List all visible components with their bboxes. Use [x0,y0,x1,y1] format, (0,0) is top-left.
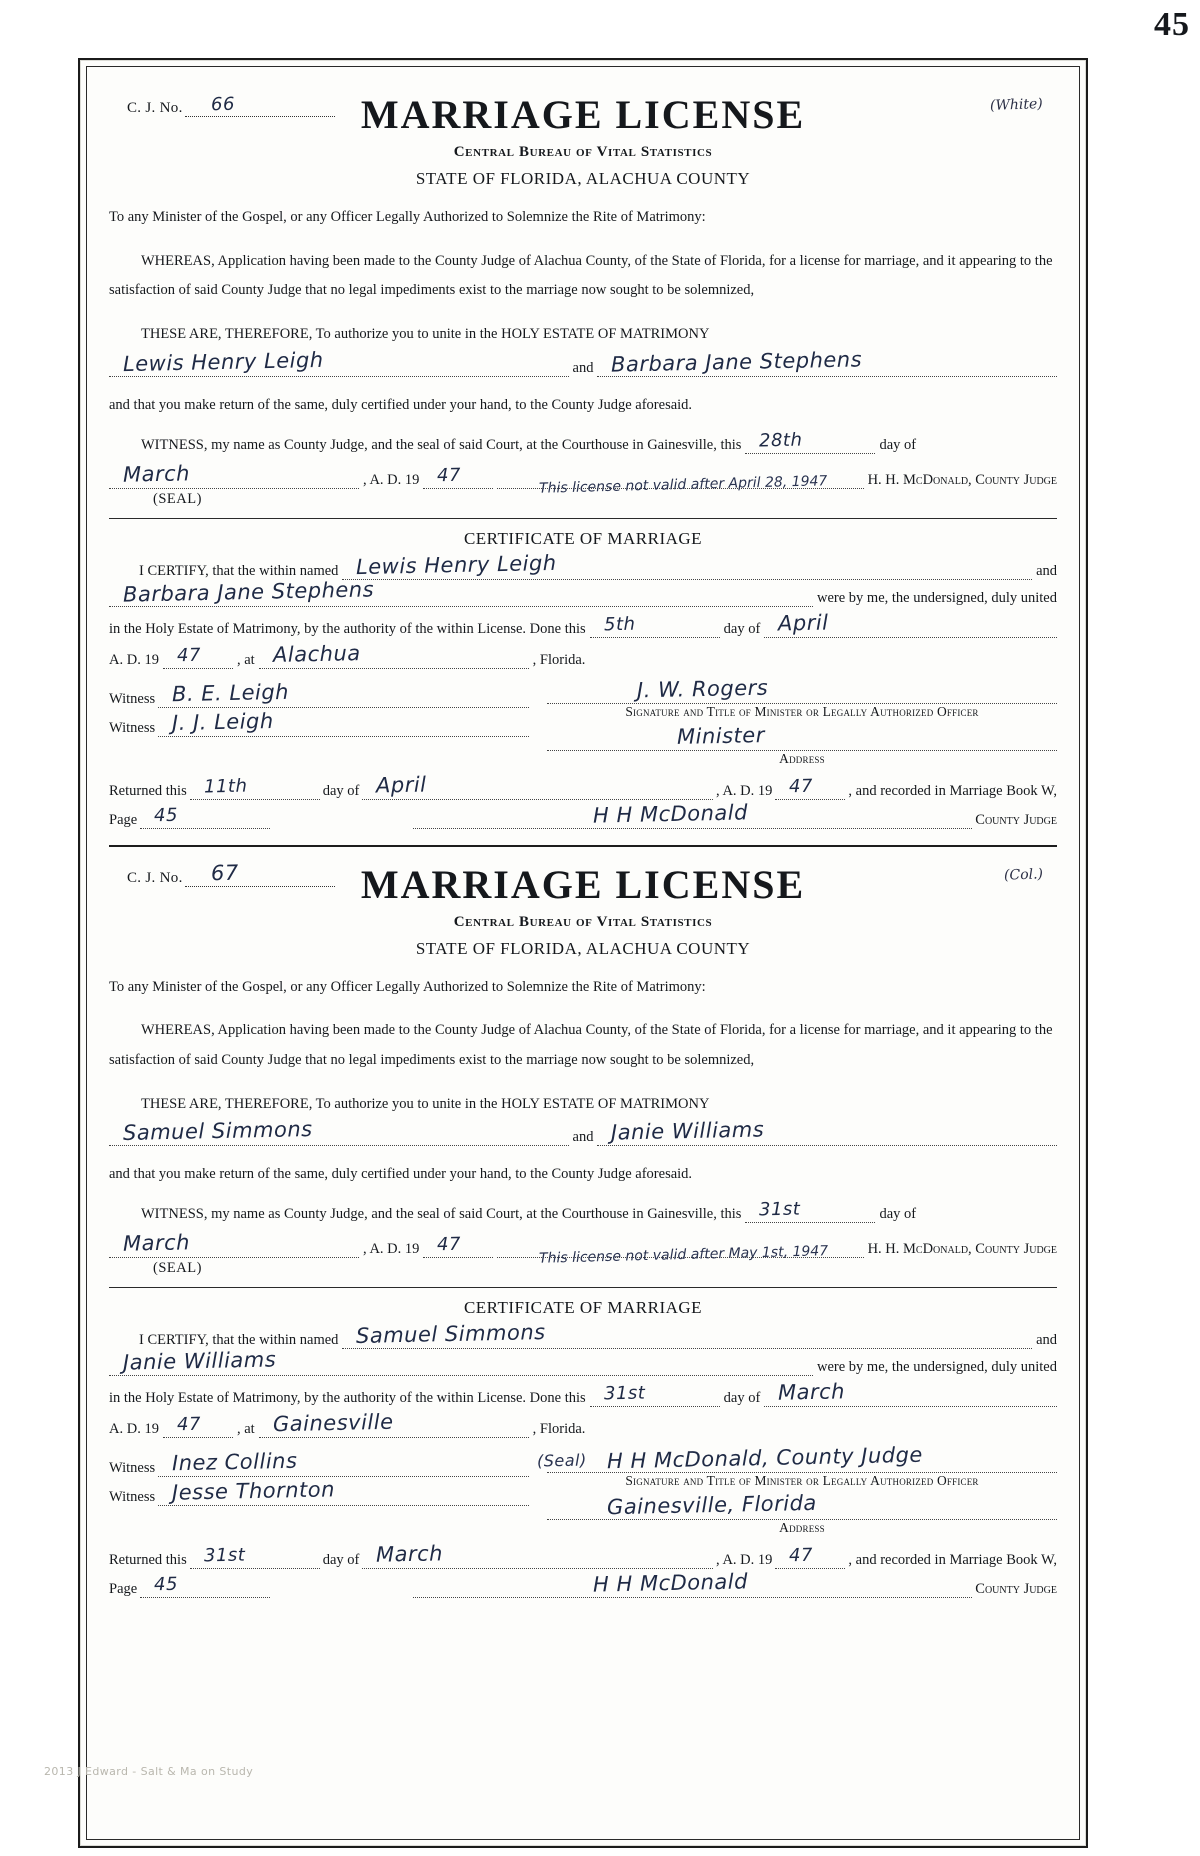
returned-day-blank-1 [190,777,320,800]
couple-names-row-2 [109,1117,1057,1146]
certificate-title-1: CERTIFICATE OF MARRIAGE [463,528,703,548]
witness-clause-text-1: WITNESS, my name as County Judge, and the seal of said Court, at the Courthouse in Gainesville, this [141,436,742,453]
place-blank-2 [259,1409,529,1438]
witness1-2: Inez Collins [171,1448,298,1476]
certify-row-2 [109,1320,1057,1349]
ad2-label-1: A. D. 19 [109,651,159,668]
officer-signature-2: H H McDonald, County Judge [606,1442,924,1474]
done-year-blank-1 [163,646,233,669]
returned-row-1 [109,772,1057,800]
groom-name-1: Lewis Henry Leigh [122,347,324,376]
license-month-blank-1 [109,460,359,489]
done-month-blank-2 [764,1379,1057,1407]
license-day-1: 28th [759,429,804,452]
officer-address-1: Minister [676,722,766,749]
signature-caption-1: Signature and Title of Minister or Legally Authorized Officer [625,703,979,719]
witness-clause-text-2: WITNESS, my name as County Judge, and the seal of said Court, at the Courthouse in Gainesville, this [141,1206,742,1223]
bureau-subtitle-1: Central Bureau of Vital Statistics [453,144,713,160]
returned-ad-2: , A. D. 19 [716,1552,773,1569]
witness-label-1a: Witness [109,690,156,707]
validity-note-1: This license not valid after April 28, 1947 [538,473,828,497]
returned-day-word-1: day of [322,782,360,799]
document-inner-border [86,66,1080,1840]
license-ad-label-2: , A. D. 19 [363,1241,420,1258]
cj-number-value: 66 [210,93,235,116]
witness2-2: Jesse Thornton [171,1477,336,1505]
recorder-title-1: County Judge [975,811,1057,828]
cj-number-blank [185,93,335,117]
returned-month-2: March [376,1541,444,1567]
witness-clause-row-1 [109,431,1057,454]
done-day-word-1: day of [723,620,761,637]
signature-blank-2 [536,1442,1057,1474]
authority-row-2 [109,1379,1057,1407]
and-word-2: and [572,1129,594,1146]
page-title-2: MARRIAGE LICENSE [360,861,806,907]
therefore-paragraph-2: THESE ARE, THEREFORE, To authorize you to unite in the HOLY ESTATE OF MATRIMONY [141,1095,710,1112]
returned-year-2: 47 [789,1544,814,1567]
returned-day-1: 11th [203,775,248,798]
returned-year-1: 47 [789,775,814,797]
validity-note-2: This license not valid after May 1st, 1947 [538,1242,829,1267]
witness-row-1a [109,679,529,708]
witness-row-1b [109,708,529,737]
recorder-signature-2: H H McDonald [592,1569,749,1597]
address-blank-1 [547,722,1057,751]
license-record-1 [109,92,1057,851]
done-day-2: 31st [603,1382,646,1405]
certify-name2-blank-1 [109,576,813,607]
court-seal-mark-2: (Seal) [536,1450,587,1471]
done-month-1: April [778,610,830,636]
license-day-blank-1 [745,431,875,454]
returned-year-blank-2 [775,1546,845,1569]
bride-name-2: Janie Williams [611,1117,765,1146]
groom-name-2: Samuel Simmons [122,1117,313,1146]
done-day-blank-1 [590,615,720,638]
page-number: 45 [1154,6,1190,43]
license-month-2: March [122,1230,191,1256]
signature-blank-1 [547,675,1057,704]
page-title-1: MARRIAGE LICENSE [360,92,806,137]
page-value-blank-2 [140,1575,270,1598]
license-day-blank-2 [745,1200,875,1223]
authority-row-1 [109,610,1057,638]
officer-address-2: Gainesville, Florida [606,1490,818,1520]
certify-name1-blank-2 [342,1320,1032,1349]
county-judge-name-1: H. H. McDonald, County Judge [867,471,1057,488]
seal-label-1: (SEAL) [153,490,202,507]
ad2-label-2: A. D. 19 [109,1421,159,1438]
certify-name2-row-2 [109,1347,1057,1376]
certify-text-2: I CERTIFY, that the within named [139,1332,339,1349]
witness-label-2a: Witness [109,1460,156,1477]
done-year-2: 47 [176,1413,202,1436]
address-blank-2 [547,1490,1057,1520]
county-judge-name-2: H. H. McDonald, County Judge [867,1241,1057,1258]
certify-name2-blank-2 [109,1347,813,1376]
license-day-word-2: day of [879,1206,917,1223]
signature-column-2 [536,1442,1057,1536]
addressee-line-2: To any Minister of the Gospel, or any Officer Legally Authorized to Solemnize the Rite of Matrimony: [109,978,706,995]
officer-signature-1: J. W. Rogers [636,675,769,702]
whereas-paragraph-1: WHEREAS, Application having been made to the County Judge of Alachua County, of the State of Florida, for a license for marriage, and it appearing to the satisfaction of said County Judge that no legal impediments exist to the marriage now sought to be solemnized, [109,252,1053,299]
recorded-text-1: , and recorded in Marriage Book W, [848,782,1057,799]
license-year-2: 47 [437,1233,462,1256]
done-year-1: 47 [176,644,202,666]
returned-row-2 [109,1541,1057,1569]
document-sheet [78,58,1088,1848]
done-place-row-2 [109,1409,1057,1438]
return-clause-2: and that you make return of the same, duly certified under your hand, to the County Judge aforesaid. [109,1166,693,1183]
witness2-blank-2 [158,1477,529,1506]
record-divider [109,845,1057,847]
done-day-word-2: day of [723,1390,761,1407]
were-by-me-1: were by me, the undersigned, duly united [817,589,1057,606]
returned-month-blank-2 [362,1541,713,1569]
returned-day-blank-2 [190,1546,320,1569]
certify-and-2: and [1036,1332,1057,1349]
bride-name-blank-1 [597,347,1057,377]
color-annotation: (White) [990,96,1044,114]
license-year-blank-2 [423,1235,493,1258]
witness-label-1b: Witness [109,719,156,736]
witness2-blank-1 [158,708,529,737]
certify-text-1: I CERTIFY, that the within named [139,562,339,579]
returned-month-blank-1 [362,772,713,800]
certify-and-1: and [1036,562,1057,579]
returned-ad-1: , A. D. 19 [716,782,773,799]
page-value-2: 45 [153,1573,179,1596]
signature-caption-2: Signature and Title of Minister or Legally Authorized Officer [625,1473,979,1489]
returned-day-2: 31st [203,1544,246,1567]
section-divider-2 [109,1287,1057,1288]
whereas-paragraph-2: WHEREAS, Application having been made to the County Judge of Alachua County, of the State of Florida, for a license for marriage, and it appearing to the satisfaction of said County Judge that no legal impediments exist to the marriage now sought to be solemnized, [109,1022,1053,1069]
witness-label-2b: Witness [109,1489,156,1506]
license-day-word-1: day of [879,436,917,453]
scan-watermark: 2013 J Edward - Salt & Ma on Study [44,1765,254,1778]
page-value-blank-1 [140,806,270,829]
returned-year-blank-1 [775,777,845,800]
done-place-row-1 [109,640,1057,669]
recorder-signature-1: H H McDonald [592,799,749,828]
certify-name1-1: Lewis Henry Leigh [356,550,558,579]
page-label-1: Page [109,811,138,828]
witness-row-2b [109,1477,529,1506]
bride-name-1: Barbara Jane Stephens [611,347,863,377]
witness-signature-block-1 [109,675,1057,767]
witness2-1: J. J. Leigh [171,708,275,735]
license-year-1: 47 [437,464,462,486]
certify-row-1 [109,550,1057,580]
done-day-1: 5th [603,613,636,635]
couple-names-row-1 [109,347,1057,377]
cj-number-label: C. J. No. [127,100,183,116]
florida-label-2: , Florida. [532,1421,586,1438]
license-month-1: March [122,460,191,487]
address-caption-1: Address [779,750,825,766]
and-word-1: and [572,359,594,376]
groom-name-blank-2 [109,1117,569,1146]
authority-text-2: in the Holy Estate of Matrimony, by the authority of the within License. Done this [109,1390,586,1407]
page-row-2 [109,1569,1057,1598]
at-label-2: , at [236,1421,255,1438]
certify-name1-2: Samuel Simmons [356,1320,547,1349]
witness1-1: B. E. Leigh [171,679,290,706]
cj-number-value-2: 67 [210,860,239,885]
address-caption-2: Address [779,1520,825,1536]
addressee-line-1: To any Minister of the Gospel, or any Officer Legally Authorized to Solemnize the Rite of Matrimony: [109,209,706,225]
seal-label-2: (SEAL) [153,1260,202,1277]
recorder-blank-1 [413,799,972,829]
certificate-title-2: CERTIFICATE OF MARRIAGE [463,1298,703,1318]
cj-number-blank-2 [185,860,335,887]
cj-number-label-2: C. J. No. [127,869,183,886]
place-1: Alachua [272,640,361,667]
license-month-blank-2 [109,1230,359,1258]
signature-column-1 [547,675,1057,767]
done-day-blank-2 [590,1384,720,1407]
state-county-subtitle-2: STATE OF FLORIDA, ALACHUA COUNTY [415,938,751,958]
returned-label-2: Returned this [109,1552,187,1569]
returned-day-word-2: day of [322,1552,360,1569]
witness-signature-block-2 [109,1442,1057,1536]
returned-month-1: April [376,772,428,798]
done-month-2: March [778,1379,846,1405]
witness-column-1 [109,679,529,767]
certify-name2-row-1 [109,576,1057,607]
license-ad-label-1: , A. D. 19 [363,471,420,488]
authority-text-1: in the Holy Estate of Matrimony, by the authority of the within License. Done this [109,620,586,637]
section-divider-1 [109,518,1057,519]
done-year-blank-2 [163,1415,233,1438]
certify-name2-1: Barbara Jane Stephens [122,576,375,607]
recorded-text-2: , and recorded in Marriage Book W, [848,1552,1057,1569]
witness1-blank-1 [158,679,529,708]
therefore-paragraph-1: THESE ARE, THEREFORE, To authorize you to unite in the HOLY ESTATE OF MATRIMONY [141,326,710,343]
witness-clause-row-2 [109,1200,1057,1223]
color-annotation-2: (Col.) [1003,865,1044,884]
returned-label-1: Returned this [109,782,187,799]
recorder-blank-2 [413,1569,972,1598]
page-row-1 [109,799,1057,829]
page-label-2: Page [109,1581,138,1598]
bureau-subtitle-2: Central Bureau of Vital Statistics [453,913,713,930]
certify-name2-2: Janie Williams [122,1347,277,1375]
place-blank-1 [259,640,529,669]
license-year-blank-1 [423,466,493,489]
page-value-1: 45 [153,804,179,826]
were-by-me-2: were by me, the undersigned, duly united [817,1359,1057,1376]
state-county-subtitle-1: STATE OF FLORIDA, ALACHUA COUNTY [415,169,751,188]
florida-label-1: , Florida. [532,651,586,668]
bride-name-blank-2 [597,1117,1057,1146]
return-clause-1: and that you make return of the same, duly certified under your hand, to the County Judge aforesaid. [109,396,693,413]
license-record-2 [109,860,1057,1603]
certify-name1-blank-1 [342,550,1032,580]
witness-column-2 [109,1448,529,1536]
at-label-1: , at [236,651,255,668]
license-day-2: 31st [759,1198,802,1221]
groom-name-blank-1 [109,347,569,377]
recorder-title-2: County Judge [975,1581,1057,1598]
done-month-blank-1 [764,610,1057,638]
witness1-blank-2 [158,1448,529,1477]
witness-row-2a [109,1448,529,1477]
place-2: Gainesville [272,1409,394,1437]
